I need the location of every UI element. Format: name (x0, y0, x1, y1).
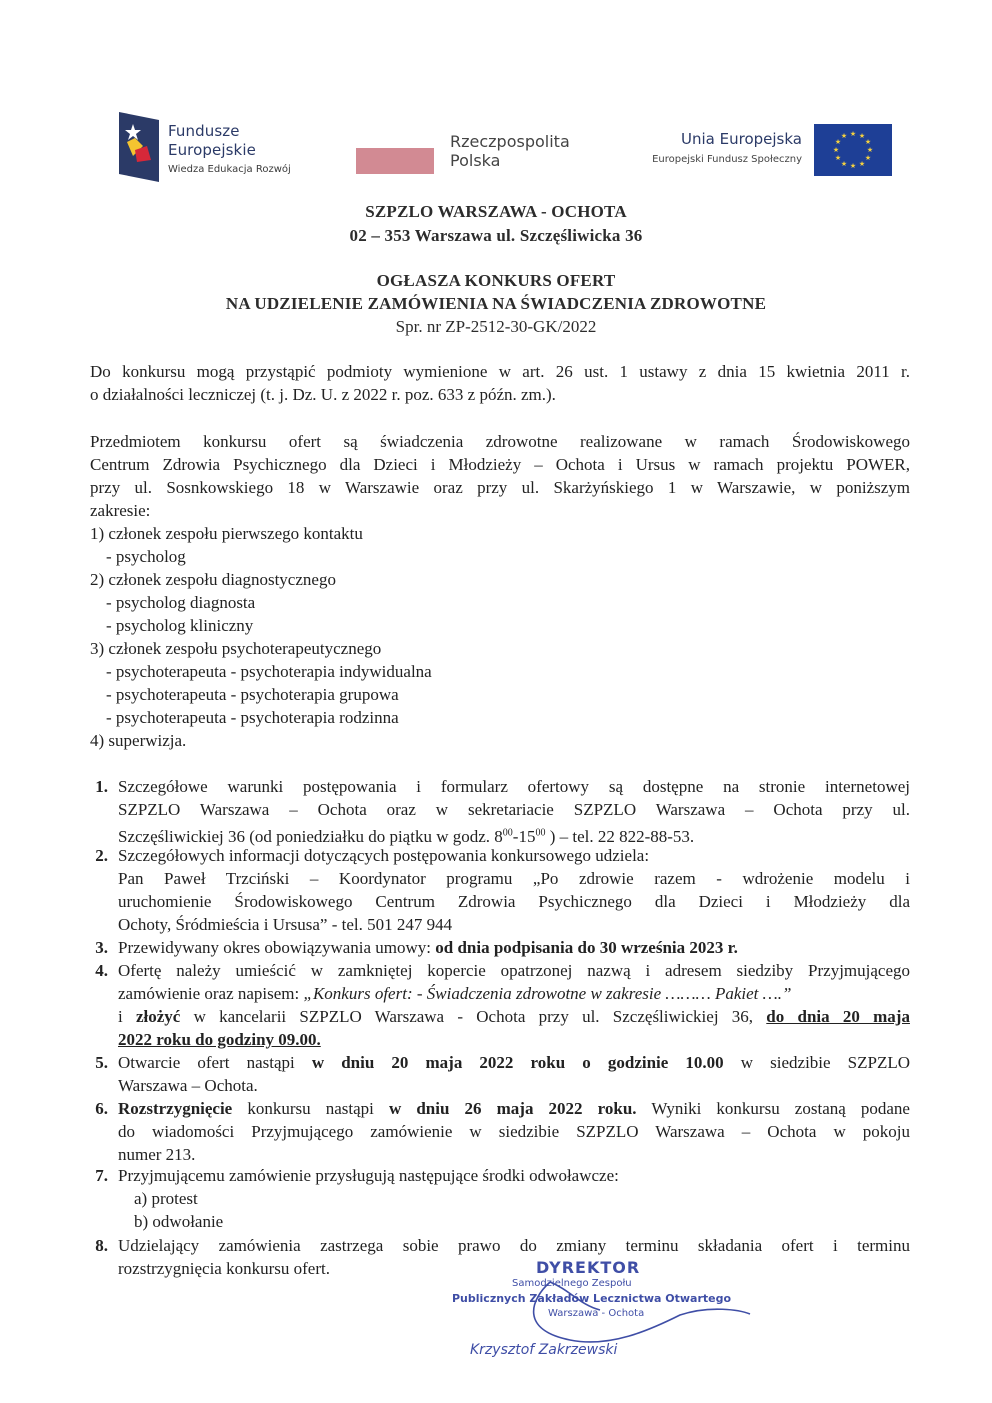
item-1 (118, 775, 910, 848)
unia-europejska-logo (628, 124, 898, 184)
item-2 (118, 844, 910, 936)
item-8-line-2: rozstrzygnięcia konkursu ofert. (118, 1259, 330, 1278)
subject-line-1: Przedmiotem konkursu ofert są świadczenia zdrowotne realizowane w ramach Środowiskowego (90, 432, 910, 451)
scope-item-1a: - psycholog (106, 547, 186, 566)
item-4-line-2: zamówienie oraz napisem: „Konkurs ofert: - Świadczenia zdrowotne w zakresie ……… Pakiet ….” (118, 984, 792, 1003)
svg-text:★: ★ (840, 160, 848, 168)
scope-item-3a: - psychoterapeuta - psychoterapia indywidualna (106, 662, 432, 681)
subject-paragraph (90, 430, 910, 522)
subject-line-3: przy ul. Sosnkowskiego 18 w Warszawie oraz przy ul. Skarżyńskiego 1 w Warszawie, w poniższym (90, 478, 910, 497)
item-number-4: 4. (95, 961, 108, 980)
stamp-title: DYREKTOR (536, 1258, 641, 1277)
organization-name: SZPZLO WARSZAWA - OCHOTA (365, 202, 627, 221)
item-5-line-2: Warszawa – Ochota. (118, 1076, 258, 1095)
eligibility-line-2: o działalności leczniczej (t. j. Dz. U. z 2022 r. poz. 633 z późn. zm.). (90, 385, 556, 404)
item-2-line-3: uruchomienie Środowiskowego Centrum Zdrowia Psychicznego dla Dzieci i Młodzieży dla (118, 892, 910, 911)
eu-flag-icon (814, 124, 892, 176)
signature-icon (510, 1270, 760, 1350)
item-2-line-4: Ochoty, Śródmieścia i Ursusa” - tel. 501 247 944 (118, 915, 453, 934)
item-1-line-3: Szczęśliwickiej 36 (od poniedziałku do piątku w godz. $8^{00}-15^{00}$ ) – tel. 22 822-88-53. (118, 826, 695, 846)
item-6-line-2: do wiadomości Przyjmującego zamówienie w siedzibie SZPZLO Warszawa – Ochota w pokoju (118, 1122, 910, 1141)
polish-flag-icon (356, 148, 434, 174)
scope-item-3: 3) członek zespołu psychoterapeutycznego (90, 639, 382, 658)
fe-title-line2: Europejskie (168, 141, 256, 159)
svg-text:★: ★ (832, 146, 840, 154)
fe-star-icon (117, 112, 161, 182)
item-3: Przewidywany okres obowiązywania umowy: od dnia podpisania do 30 września 2023 r. (118, 938, 738, 957)
svg-text:★: ★ (840, 132, 848, 140)
subject-line-2: Centrum Zdrowia Psychicznego dla Dzieci i Młodzieży – Ochota i Ursus w ramach projektu POWER, (90, 455, 910, 474)
item-1-line-2: SZPZLO Warszawa – Ochota oraz w sekretariacie SZPZLO Warszawa – Ochota przy ul. (118, 800, 910, 819)
item-7-option-b: b) odwołanie (134, 1212, 224, 1231)
eligibility-line-1: Do konkursu mogą przystąpić podmioty wymienione w art. 26 ust. 1 ustawy z dnia 15 kwietnia 2011 r. (90, 362, 910, 381)
svg-text:★: ★ (858, 132, 866, 140)
stamp-line-3: Warszawa - Ochota (548, 1308, 645, 1319)
svg-text:★: ★ (849, 130, 857, 138)
rzeczpospolita-polska-logo (356, 132, 596, 182)
item-8-line-1: Udzielający zamówienia zastrzega sobie prawo do zmiany terminu składania ofert i terminu (118, 1236, 910, 1255)
rp-line1: Rzeczpospolita (450, 132, 570, 151)
scope-item-3b: - psychoterapeuta - psychoterapia grupowa (106, 685, 399, 704)
scope-item-2: 2) członek zespołu diagnostycznego (90, 570, 336, 589)
item-number-2: 2. (95, 846, 108, 865)
item-4-line-1: Ofertę należy umieścić w zamkniętej kopercie opatrzonej nazwą i adresem siedziby Przyjmującego (118, 961, 910, 980)
item-2-line-2: Pan Paweł Trzciński – Koordynator programu „Po zdrowie razem - wdrożenie modelu i (118, 869, 910, 888)
stamp-name: Krzysztof Zakrzewski (470, 1342, 618, 1358)
svg-text:★: ★ (834, 138, 842, 146)
item-7-option-a: a) protest (134, 1189, 198, 1208)
item-number-1: 1. (95, 777, 108, 796)
svg-text:★: ★ (864, 154, 872, 162)
svg-text:★: ★ (866, 146, 874, 154)
organization-address: 02 – 353 Warszawa ul. Szczęśliwicka 36 (349, 226, 643, 245)
subject-line-4: zakresie: (90, 501, 151, 520)
fundusze-europejskie-logo (117, 112, 317, 184)
scope-item-4: 4) superwizja. (90, 731, 187, 750)
case-reference: Spr. nr ZP-2512-30-GK/2022 (395, 317, 597, 336)
item-number-6: 6. (95, 1099, 108, 1118)
fe-title-line1: Fundusze (168, 122, 240, 140)
item-6-line-3: numer 213. (118, 1145, 196, 1164)
item-4 (118, 959, 910, 1051)
stamp-line-2: Publicznych Zakładów Lecznictwa Otwartego (452, 1292, 732, 1305)
eligibility-paragraph (90, 360, 910, 406)
svg-text:★: ★ (858, 160, 866, 168)
item-number-7: 7. (95, 1166, 108, 1185)
svg-text:★: ★ (864, 138, 872, 146)
ue-subtitle: Europejski Fundusz Społeczny (652, 154, 802, 165)
rp-line2: Polska (450, 151, 501, 170)
svg-text:★: ★ (834, 154, 842, 162)
item-number-5: 5. (95, 1053, 108, 1072)
logo-header (0, 110, 992, 190)
item-4-line-3: i złożyć w kancelarii SZPZLO Warszawa - Ochota przy ul. Szczęśliwickiej 36, do dnia 20 maja (118, 1007, 910, 1026)
item-number-3: 3. (95, 938, 108, 957)
item-6-line-1: Rozstrzygnięcie konkursu nastąpi w dniu 26 maja 2022 roku. Wyniki konkursu zostaną podane (118, 1099, 910, 1118)
item-4-line-4: 2022 roku do godziny 09.00. (118, 1030, 321, 1049)
fe-subtitle: Wiedza Edukacja Rozwój (168, 164, 291, 175)
item-5 (118, 1051, 910, 1097)
director-stamp (440, 1252, 760, 1382)
item-1-line-1: Szczegółowe warunki postępowania i formularz ofertowy są dostępne na stronie internetowej (118, 777, 910, 796)
svg-text:★: ★ (849, 162, 857, 170)
ue-title: Unia Europejska (681, 130, 802, 148)
item-5-line-1: Otwarcie ofert nastąpi w dniu 20 maja 2022 roku o godzinie 10.00 w siedzibie SZPZLO (118, 1053, 911, 1072)
stamp-line-1: Samodzielnego Zespołu (512, 1278, 632, 1289)
announcement-title: OGŁASZA KONKURS OFERT (376, 271, 616, 290)
scope-item-2b: - psycholog kliniczny (106, 616, 254, 635)
scope-item-2a: - psycholog diagnosta (106, 593, 256, 612)
item-6 (118, 1097, 910, 1166)
scope-item-3c: - psychoterapeuta - psychoterapia rodzinna (106, 708, 399, 727)
announcement-subtitle: NA UDZIELENIE ZAMÓWIENIA NA ŚWIADCZENIA ZDROWOTNE (225, 294, 767, 313)
scope-item-1: 1) członek zespołu pierwszego kontaktu (90, 524, 363, 543)
item-number-8: 8. (95, 1236, 108, 1255)
item-2-line-1: Szczegółowych informacji dotyczących postępowania konkursowego udziela: (118, 846, 650, 865)
item-7-line-1: Przyjmującemu zamówienie przysługują następujące środki odwoławcze: (118, 1166, 619, 1185)
item-7 (118, 1164, 910, 1233)
